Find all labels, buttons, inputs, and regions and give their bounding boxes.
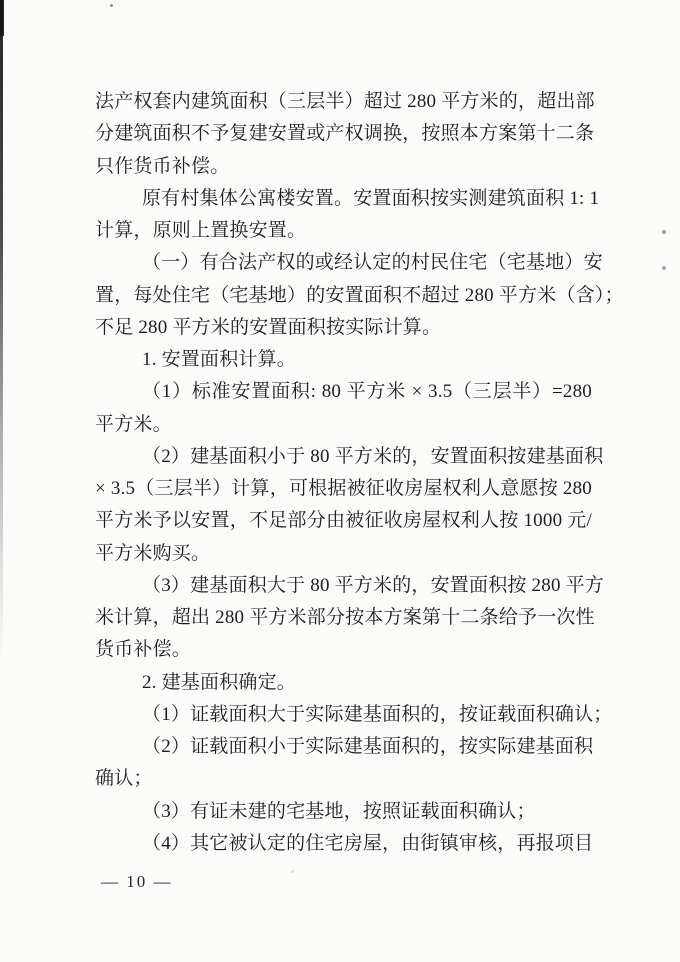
scan-edge-artifact-top [0, 0, 4, 36]
scan-speck [291, 870, 294, 873]
document-line: 原有村集体公寓楼安置。安置面积按实测建筑面积 1: 1 [142, 187, 600, 209]
document-line: × 3.5（三层半）计算，可根据被征收房屋权利人意愿按 280 [95, 478, 592, 499]
document-line: （3）建基面积大于 80 平方米的，安置面积按 280 平方 [142, 574, 605, 596]
document-line: 平方米购买。 [95, 542, 211, 564]
document-line: 平方米予以安置，不足部分由被征收房屋权利人按 1000 元/ [95, 510, 592, 532]
document-line: 计算，原则上置换安置。 [95, 220, 307, 241]
document-line: （1）标准安置面积: 80 平方米 × 3.5（三层半）=280 [142, 381, 592, 403]
document-line: 1. 安置面积计算。 [142, 349, 297, 370]
scan-speck [662, 266, 666, 270]
document-line: （一）有合法产权的或经认定的村民住宅（宅基地）安 [142, 252, 603, 274]
document-line: 米计算，超出 280 平方米部分按本方案第十二条给予一次性 [95, 607, 595, 628]
document-line: 2. 建基面积确定。 [142, 671, 297, 693]
scan-speck [662, 230, 666, 234]
document-line: 货币补偿。 [95, 639, 192, 661]
document-line: （1）证载面积大于实际建基面积的，按证载面积确认； [142, 703, 613, 725]
scan-speck [110, 4, 113, 7]
document-line: 确认； [95, 768, 153, 790]
document-line: （2）证载面积小于实际建基面积的，按实际建基面积 [142, 736, 594, 757]
document-line: 平方米。 [95, 413, 172, 435]
document-line: 法产权套内建筑面积（三层半）超过 280 平方米的，超出部 [95, 91, 595, 112]
document-line: 不足 280 平方米的安置面积按实际计算。 [95, 316, 442, 338]
document-line: （3）有证未建的宅基地，按照证载面积确认； [142, 800, 536, 822]
document-line: （2）建基面积小于 80 平方米的，安置面积按建基面积 [142, 445, 604, 467]
page-number: — 10 — [101, 872, 173, 891]
document-line: 分建筑面积不予复建安置或产权调换，按照本方案第十二条 [95, 123, 595, 145]
document-body-text [95, 86, 624, 860]
document-line: 置，每处住宅（宅基地）的安置面积不超过 280 平方米（含）； [95, 284, 624, 306]
document-line: （4）其它被认定的住宅房屋，由街镇审核，再报项目 [142, 832, 594, 854]
document-line: 只作货币补偿。 [95, 155, 230, 177]
scan-edge-artifact [0, 0, 3, 665]
